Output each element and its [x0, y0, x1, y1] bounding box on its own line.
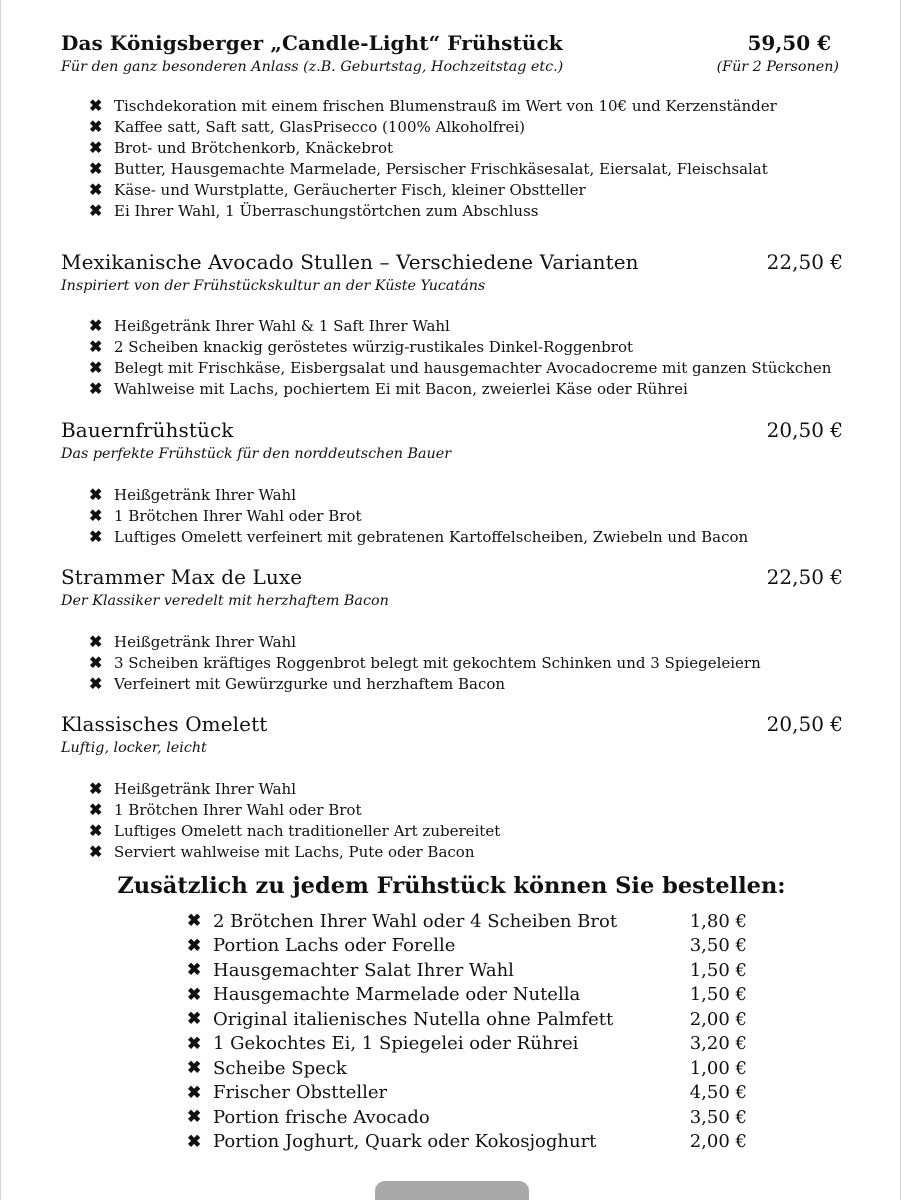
extras-item — [187, 1056, 747, 1081]
bullet-x-icon: ✖ — [89, 96, 103, 115]
list-item: ✖ Kaffee satt, Saft satt, GlasPrisecco (100% Alkoholfrei) — [89, 117, 526, 136]
menu-item-strammer-max — [61, 565, 843, 609]
list-item: ✖ Heißgetränk Ihrer Wahl & 1 Saft Ihrer Wahl — [89, 316, 450, 335]
extras-item-price: 3,50 € — [689, 1106, 747, 1128]
item-note: (Für 2 Personen) — [716, 59, 839, 75]
item-price: 20,50 € — [766, 418, 843, 442]
bullet-x-icon: ✖ — [89, 779, 103, 798]
item-subtitle: Inspiriert von der Frühstückskultur an der Küste Yucatáns — [61, 278, 486, 294]
menu-item-klassisches-omelett — [61, 712, 843, 756]
list-item: ✖ Butter, Hausgemachte Marmelade, Persischer Frischkäsesalat, Eiersalat, Fleischsalat — [89, 159, 768, 178]
list-item: ✖ Wahlweise mit Lachs, pochiertem Ei mit Bacon, zweierlei Käse oder Rührei — [89, 379, 688, 398]
list-item: ✖ Brot- und Brötchenkorb, Knäckebrot — [89, 138, 394, 157]
bullet-x-icon: ✖ — [89, 316, 103, 335]
extras-item — [187, 1130, 747, 1155]
bullet-x-icon: ✖ — [89, 180, 103, 199]
list-item: ✖ 1 Brötchen Ihrer Wahl oder Brot — [89, 800, 362, 819]
bullet-x-icon: ✖ — [187, 960, 202, 981]
list-item: ✖ Heißgetränk Ihrer Wahl — [89, 632, 296, 651]
bullet-x-icon: ✖ — [89, 337, 103, 356]
item-subtitle: Für den ganz besonderen Anlass (z.B. Geburtstag, Hochzeitstag etc.) — [61, 59, 564, 75]
bullet-x-icon: ✖ — [89, 485, 103, 504]
extras-item-price: 1,80 € — [689, 910, 747, 932]
extras-item-name: 2 Brötchen Ihrer Wahl oder 4 Scheiben Brot — [213, 910, 618, 932]
extras-item-name: Scheibe Speck — [213, 1057, 347, 1079]
bullet-x-icon: ✖ — [187, 1107, 202, 1128]
extras-item — [187, 958, 747, 983]
menu-item-candle-light — [61, 31, 843, 75]
bullet-x-icon: ✖ — [89, 674, 103, 693]
item-title: Bauernfrühstück — [61, 418, 234, 442]
item-price: 59,50 € — [747, 31, 831, 55]
extras-item — [187, 983, 747, 1008]
extras-item-price: 2,00 € — [689, 1008, 747, 1030]
list-item: ✖ Käse- und Wurstplatte, Geräucherter Fisch, kleiner Obstteller — [89, 180, 586, 199]
bullet-x-icon: ✖ — [89, 653, 103, 672]
extras-list — [187, 909, 747, 1154]
extras-item-price: 3,20 € — [689, 1033, 747, 1055]
list-item: ✖ Ei Ihrer Wahl, 1 Überraschungstörtchen zum Abschluss — [89, 201, 539, 220]
menu-item-bauernfruehstueck — [61, 418, 843, 462]
item-price: 22,50 € — [766, 565, 843, 589]
list-item: ✖ Heißgetränk Ihrer Wahl — [89, 779, 296, 798]
list-item: ✖ 1 Brötchen Ihrer Wahl oder Brot — [89, 506, 362, 525]
extras-item-name: Original italienisches Nutella ohne Palmfett — [213, 1008, 614, 1030]
bullet-x-icon: ✖ — [89, 632, 103, 651]
extras-item-price: 1,00 € — [689, 1057, 747, 1079]
extras-item-price: 3,50 € — [689, 935, 747, 957]
extras-item-price: 2,00 € — [689, 1131, 747, 1153]
extras-item-name: Hausgemachter Salat Ihrer Wahl — [213, 959, 514, 981]
bullet-x-icon: ✖ — [187, 935, 202, 956]
extras-item-price: 1,50 € — [689, 959, 747, 981]
extras-item-name: Portion Joghurt, Quark oder Kokosjoghurt — [213, 1131, 597, 1153]
item-subtitle: Luftig, locker, leicht — [61, 740, 207, 756]
menu-item-avocado-stullen — [61, 250, 843, 294]
list-item: ✖ Tischdekoration mit einem frischen Blumenstrauß im Wert von 10€ und Kerzenständer — [89, 96, 777, 115]
bullet-x-icon: ✖ — [187, 1058, 202, 1079]
item-subtitle: Das perfekte Frühstück für den norddeutschen Bauer — [61, 446, 452, 462]
bullet-x-icon: ✖ — [89, 159, 103, 178]
item-subtitle: Der Klassiker veredelt mit herzhaftem Bacon — [61, 593, 389, 609]
item-title: Klassisches Omelett — [61, 712, 268, 736]
extras-item — [187, 1081, 747, 1106]
bullet-x-icon: ✖ — [89, 842, 103, 861]
list-item: ✖ Luftiges Omelett nach traditioneller Art zubereitet — [89, 821, 501, 840]
list-item: ✖ 2 Scheiben knackig geröstetes würzig-rustikales Dinkel-Roggenbrot — [89, 337, 634, 356]
feature-list-avocado-stullen — [89, 315, 831, 399]
extras-item-name: Portion frische Avocado — [213, 1106, 430, 1128]
extras-item — [187, 1032, 747, 1057]
list-item: ✖ Serviert wahlweise mit Lachs, Pute oder Bacon — [89, 842, 475, 861]
item-title: Das Königsberger „Candle-Light“ Frühstück — [61, 31, 563, 55]
feature-list-klassisches-omelett — [89, 778, 500, 862]
extras-heading: Zusätzlich zu jedem Frühstück können Sie bestellen: — [117, 873, 786, 899]
list-item: ✖ Heißgetränk Ihrer Wahl — [89, 485, 296, 504]
bullet-x-icon: ✖ — [89, 358, 103, 377]
item-price: 20,50 € — [766, 712, 843, 736]
item-price: 22,50 € — [766, 250, 843, 274]
extras-item-price: 1,50 € — [689, 984, 747, 1006]
list-item: ✖ Luftiges Omelett verfeinert mit gebratenen Kartoffelscheiben, Zwiebeln und Bacon — [89, 527, 749, 546]
feature-list-strammer-max — [89, 631, 761, 694]
bullet-x-icon: ✖ — [187, 1033, 202, 1054]
bullet-x-icon: ✖ — [89, 117, 103, 136]
extras-item-name: Portion Lachs oder Forelle — [213, 935, 456, 957]
extras-item-name: 1 Gekochtes Ei, 1 Spiegelei oder Rührei — [213, 1033, 579, 1055]
bullet-x-icon: ✖ — [89, 201, 103, 220]
extras-item-name: Hausgemachte Marmelade oder Nutella — [213, 984, 581, 1006]
bullet-x-icon: ✖ — [187, 1131, 202, 1152]
extras-item — [187, 934, 747, 959]
feature-list-bauernfruehstueck — [89, 484, 748, 547]
extras-item — [187, 909, 747, 934]
item-title: Mexikanische Avocado Stullen – Verschiedene Varianten — [61, 250, 639, 274]
list-item: ✖ 3 Scheiben kräftiges Roggenbrot belegt mit gekochtem Schinken und 3 Spiegeleiern — [89, 653, 761, 672]
extras-item-price: 4,50 € — [689, 1082, 747, 1104]
bullet-x-icon: ✖ — [187, 911, 202, 932]
bullet-x-icon: ✖ — [187, 984, 202, 1005]
item-title: Strammer Max de Luxe — [61, 565, 303, 589]
list-item: ✖ Belegt mit Frischkäse, Eisbergsalat und hausgemachter Avocadocreme mit ganzen Stückchen — [89, 358, 832, 377]
bullet-x-icon: ✖ — [89, 379, 103, 398]
extras-item — [187, 1007, 747, 1032]
list-item: ✖ Verfeinert mit Gewürzgurke und herzhaftem Bacon — [89, 674, 506, 693]
bullet-x-icon: ✖ — [89, 800, 103, 819]
bullet-x-icon: ✖ — [89, 138, 103, 157]
bullet-x-icon: ✖ — [187, 1009, 202, 1030]
feature-list-candle-light — [89, 95, 777, 221]
extras-item-name: Frischer Obstteller — [213, 1082, 388, 1104]
bullet-x-icon: ✖ — [89, 527, 103, 546]
bullet-x-icon: ✖ — [187, 1082, 202, 1103]
bullet-x-icon: ✖ — [89, 821, 103, 840]
extras-item — [187, 1105, 747, 1130]
bullet-x-icon: ✖ — [89, 506, 103, 525]
scroll-handle[interactable] — [375, 1181, 529, 1200]
